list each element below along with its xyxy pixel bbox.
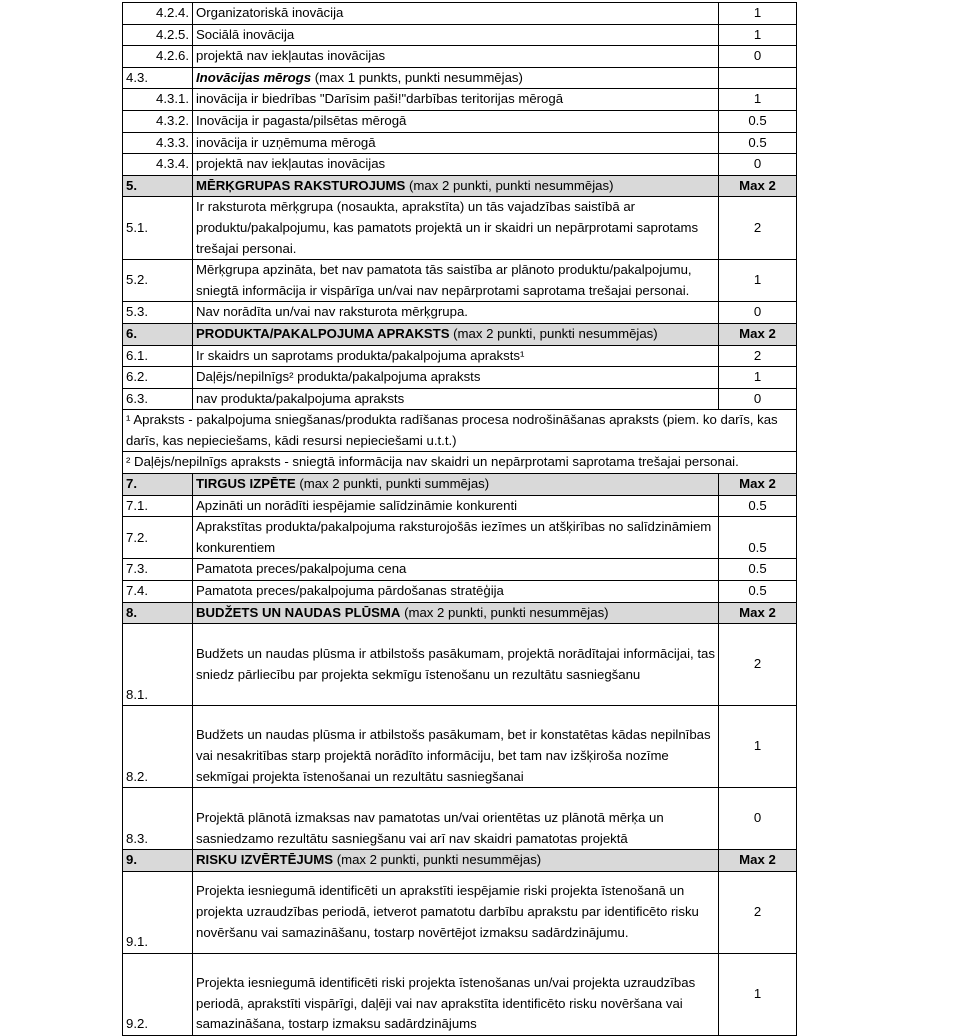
criterion-text: inovācija ir uzņēmuma mērogā xyxy=(193,132,719,154)
table-row xyxy=(123,154,797,176)
criterion-text: Projekta iesniegumā identificēti riski projekta īstenošanas un/vai projekta uzraudzības periodā, aprakstīti vispārīgi, daļēji vai nav aprakstīta identificēto risku novēršana vai samazināšana, tostarp izmaksu sadārdzinājums xyxy=(193,953,719,1035)
section-row xyxy=(123,850,797,872)
criterion-code: 6.1. xyxy=(123,345,193,367)
section-code: 9. xyxy=(123,850,193,872)
subsection-points xyxy=(719,67,797,89)
criterion-text: inovācija ir biedrības "Darīsim paši!"darbības teritorijas mērogā xyxy=(193,89,719,111)
criterion-points: 0.5 xyxy=(719,495,797,517)
criterion-code: 8.1. xyxy=(123,624,193,706)
criterion-text: Pamatota preces/pakalpojuma pārdošanas stratēģija xyxy=(193,581,719,603)
criterion-points: 0.5 xyxy=(719,559,797,581)
section-title-cell xyxy=(193,850,719,872)
table-row xyxy=(123,788,797,850)
criterion-code: 4.2.4. xyxy=(123,3,193,25)
criterion-code: 4.3.2. xyxy=(123,110,193,132)
criterion-points: 1 xyxy=(719,89,797,111)
section-row xyxy=(123,323,797,345)
table-row xyxy=(123,559,797,581)
criterion-points: 0.5 xyxy=(719,581,797,603)
criterion-points: 0 xyxy=(719,302,797,324)
criterion-text: nav produkta/pakalpojuma apraksts xyxy=(193,388,719,410)
criterion-text: Budžets un naudas plūsma ir atbilstošs pasākumam, bet ir konstatētas kādas nepilnības vai nesakritības starp projektā norādīto informāciju, bet tam nav izšķiroša nozīme sekmīgai projekta īstenošanai un rezultātu sasniegšanai xyxy=(193,706,719,788)
criterion-text: Projektā plānotā izmaksas nav pamatotas un/vai orientētas uz plānotā mērķa un sasniedzamo rezultātu sasniegšanu vai arī nav skaidri pamatotas projektā xyxy=(193,788,719,850)
section-rule: (max 2 punkti, punkti summējas) xyxy=(295,476,490,492)
subsection-title-cell xyxy=(193,67,719,89)
criterion-text: Ir raksturota mērķgrupa (nosaukta, aprakstīta) un tās vajadzības saistībā ar produktu/pakalpojumu, kas pamatots projektā un ir skaidri un nepārprotami saprotams trešajai personai. xyxy=(193,197,719,260)
section-max-points: Max 2 xyxy=(719,175,797,197)
section-code: 6. xyxy=(123,323,193,345)
table-row xyxy=(123,706,797,788)
criterion-points: 0 xyxy=(719,388,797,410)
table-row xyxy=(123,89,797,111)
section-rule: (max 2 punkti, punkti nesummējas) xyxy=(405,177,614,193)
criterion-code: 7.1. xyxy=(123,495,193,517)
criterion-text: Apzināti un norādīti iespējamie salīdzināmie konkurenti xyxy=(193,495,719,517)
criterion-text: Ir skaidrs un saprotams produkta/pakalpojuma apraksts¹ xyxy=(193,345,719,367)
criterion-points: 1 xyxy=(719,706,797,788)
subsection-title: Inovācijas mērogs xyxy=(196,69,312,85)
table-row xyxy=(123,3,797,25)
criterion-points: 1 xyxy=(719,260,797,302)
criterion-points: 1 xyxy=(719,953,797,1035)
section-max-points: Max 2 xyxy=(719,323,797,345)
criterion-code: 8.3. xyxy=(123,788,193,850)
criterion-text: Daļējs/nepilnīgs² produkta/pakalpojuma apraksts xyxy=(193,367,719,389)
table-row xyxy=(123,953,797,1035)
criterion-points: 0 xyxy=(719,46,797,68)
section-row xyxy=(123,602,797,624)
section-title: MĒRĶGRUPAS RAKSTUROJUMS xyxy=(196,177,406,193)
table-row xyxy=(123,197,797,260)
section-code: 7. xyxy=(123,474,193,496)
section-max-points: Max 2 xyxy=(719,474,797,496)
table-row xyxy=(123,388,797,410)
criterion-text: Organizatoriskā inovācija xyxy=(193,3,719,25)
table-row xyxy=(123,871,797,953)
section-row xyxy=(123,474,797,496)
criterion-points: 0.5 xyxy=(719,132,797,154)
table-row xyxy=(123,110,797,132)
criterion-text: Aprakstītas produkta/pakalpojuma raksturojošās iezīmes un atšķirības no salīdzināmiem konkurentiem xyxy=(193,517,719,559)
subsection-code: 4.3. xyxy=(123,67,193,89)
criterion-points: 1 xyxy=(719,3,797,25)
criterion-code: 7.4. xyxy=(123,581,193,603)
criterion-points: 0.5 xyxy=(719,517,797,559)
criterion-code: 9.1. xyxy=(123,871,193,953)
section-title: BUDŽETS UN NAUDAS PLŪSMA xyxy=(196,604,401,620)
table-row xyxy=(123,345,797,367)
criterion-points: 0.5 xyxy=(719,110,797,132)
criterion-code: 6.3. xyxy=(123,388,193,410)
criterion-points: 2 xyxy=(719,871,797,953)
subsection-row xyxy=(123,67,797,89)
footnote-2: ² Daļējs/nepilnīgs apraksts - sniegtā informācija nav skaidri un nepārprotami saprotama trešajai personai. xyxy=(123,452,797,474)
section-max-points: Max 2 xyxy=(719,602,797,624)
criterion-code: 5.2. xyxy=(123,260,193,302)
section-title-cell xyxy=(193,175,719,197)
criterion-points: 0 xyxy=(719,154,797,176)
criterion-points: 2 xyxy=(719,345,797,367)
section-title-cell xyxy=(193,474,719,496)
table-row xyxy=(123,367,797,389)
table-row xyxy=(123,132,797,154)
table-row xyxy=(123,624,797,706)
section-code: 8. xyxy=(123,602,193,624)
criterion-code: 8.2. xyxy=(123,706,193,788)
criterion-points: 2 xyxy=(719,197,797,260)
criterion-code: 4.3.3. xyxy=(123,132,193,154)
criterion-code: 4.2.5. xyxy=(123,24,193,46)
table-row xyxy=(123,517,797,559)
criterion-points: 1 xyxy=(719,367,797,389)
criterion-text: Projekta iesniegumā identificēti un aprakstīti iespējamie riski projekta īstenošanā un projekta uzraudzības periodā, ietverot pamatotu darbību aprakstu par identificēto risku novēršanu vai samazināšanu, tostarp novērtējot izmaksu sadārdzinājumu. xyxy=(193,871,719,953)
table-row xyxy=(123,46,797,68)
table-row xyxy=(123,24,797,46)
criterion-text: Inovācija ir pagasta/pilsētas mērogā xyxy=(193,110,719,132)
table-row xyxy=(123,260,797,302)
criterion-code: 4.2.6. xyxy=(123,46,193,68)
section-max-points: Max 2 xyxy=(719,850,797,872)
criterion-code: 7.3. xyxy=(123,559,193,581)
criterion-text: projektā nav iekļautas inovācijas xyxy=(193,154,719,176)
footnote-row xyxy=(123,410,797,452)
criterion-code: 5.1. xyxy=(123,197,193,260)
criterion-text: Nav norādīta un/vai nav raksturota mērķgrupa. xyxy=(193,302,719,324)
criterion-text: projektā nav iekļautas inovācijas xyxy=(193,46,719,68)
section-title: RISKU IZVĒRTĒJUMS xyxy=(196,852,334,868)
criterion-code: 4.3.1. xyxy=(123,89,193,111)
criterion-points: 1 xyxy=(719,24,797,46)
section-title-cell xyxy=(193,323,719,345)
section-code: 5. xyxy=(123,175,193,197)
table-row xyxy=(123,302,797,324)
section-title: PRODUKTA/PAKALPOJUMA APRAKSTS xyxy=(196,325,450,341)
criterion-code: 4.3.4. xyxy=(123,154,193,176)
criterion-text: Pamatota preces/pakalpojuma cena xyxy=(193,559,719,581)
criterion-code: 6.2. xyxy=(123,367,193,389)
footnote-row xyxy=(123,452,797,474)
section-title-cell xyxy=(193,602,719,624)
subsection-rule: (max 1 punkts, punkti nesummējas) xyxy=(311,69,523,85)
criterion-points: 0 xyxy=(719,788,797,850)
section-rule: (max 2 punkti, punkti nesummējas) xyxy=(333,852,542,868)
section-row xyxy=(123,175,797,197)
criterion-points: 2 xyxy=(719,624,797,706)
criterion-code: 9.2. xyxy=(123,953,193,1035)
section-rule: (max 2 punkti, punkti nesummējas) xyxy=(449,325,658,341)
table-row xyxy=(123,495,797,517)
section-rule: (max 2 punkti, punkti nesummējas) xyxy=(400,604,609,620)
evaluation-criteria-table xyxy=(122,2,797,1036)
criterion-text: Mērķgrupa apzināta, bet nav pamatota tās saistība ar plānoto produktu/pakalpojumu, sniegtā informācija ir vispārīga un/vai nav nepārprotami saprotama trešajai personai. xyxy=(193,260,719,302)
section-title: TIRGUS IZPĒTE xyxy=(196,476,296,492)
criterion-code: 5.3. xyxy=(123,302,193,324)
criterion-code: 7.2. xyxy=(123,517,193,559)
criterion-text: Sociālā inovācija xyxy=(193,24,719,46)
table-row xyxy=(123,581,797,603)
footnote-1: ¹ Apraksts - pakalpojuma sniegšanas/produkta radīšanas procesa nodrošināšanas apraksts (piem. ko darīs, kas darīs, kas nepieciešams, kādi resursi nepieciešami u.t.t.) xyxy=(123,410,797,452)
criterion-text: Budžets un naudas plūsma ir atbilstošs pasākumam, projektā norādītajai informācijai, tas sniedz pārliecību par projekta sekmīgu īstenošanu un rezultātu sasniegšanu xyxy=(193,624,719,706)
